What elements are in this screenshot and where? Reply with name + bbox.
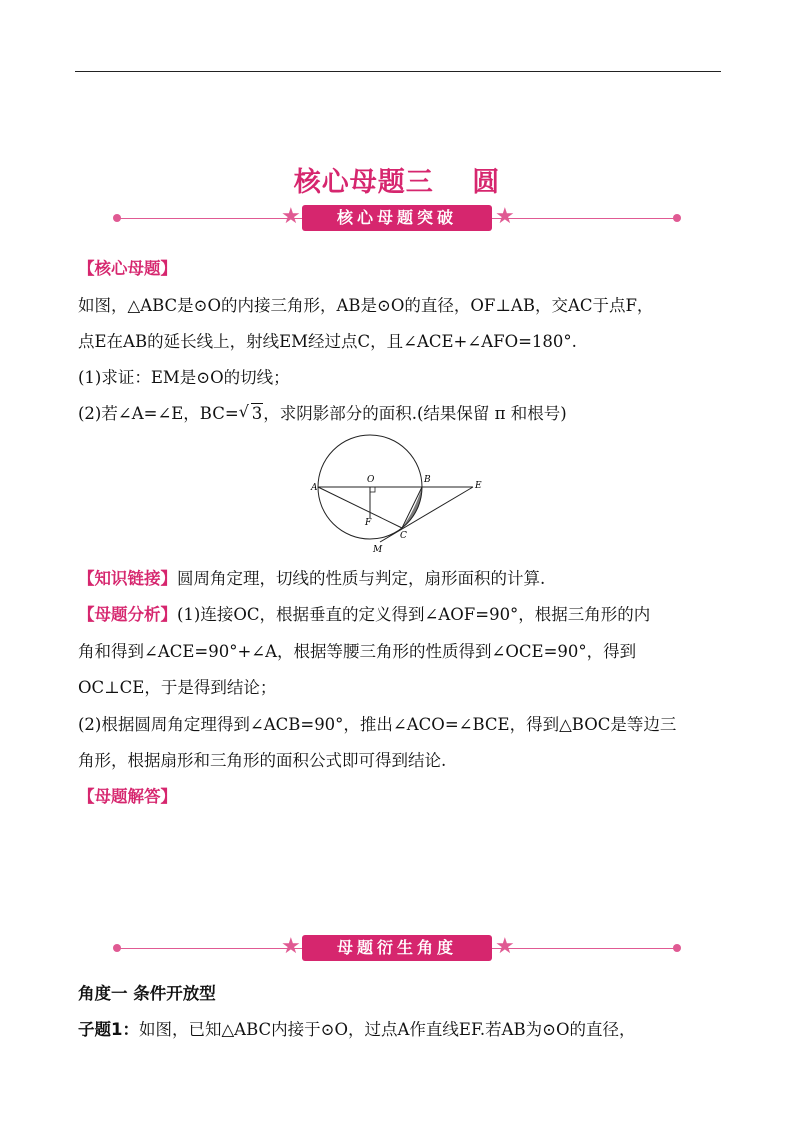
section-banner-derived: [115, 934, 679, 964]
analysis-line: OC⊥CE，于是得到结论；: [78, 678, 277, 697]
analysis-line: [78, 604, 728, 626]
right-angle-mark: [370, 487, 375, 492]
label-a: A: [311, 483, 318, 493]
geometry-figure: [305, 430, 495, 560]
radical-icon: √: [238, 402, 249, 421]
answer-tag: 【母题解答】: [78, 787, 177, 806]
problem-part-1: (1)求证：EM是⊙O的切线；: [78, 368, 290, 387]
banner-label: 核心母题突破: [302, 205, 492, 231]
page-title: 核心母题三 圆: [293, 167, 501, 198]
sqrt-expression: [239, 403, 264, 425]
segment-bc: [402, 487, 422, 528]
problem-part-2-pre: (2)若∠A=∠E，BC=: [78, 404, 239, 423]
header-rule: [75, 71, 721, 72]
ray-em: [380, 487, 473, 542]
section-banner-core: [115, 204, 679, 234]
banner-dot-right: [673, 944, 681, 952]
label-b: B: [424, 475, 431, 485]
angle-heading: 角度一 条件开放型: [78, 984, 216, 1003]
analysis-tag: 【母题分析】: [78, 605, 177, 624]
banner-dot-left: [113, 944, 121, 952]
subproblem-label: 子题1：: [78, 1020, 139, 1039]
problem-line: 点E在AB的延长线上，射线EM经过点C，且∠ACE+∠AFO=180°.: [78, 332, 577, 351]
core-problem-tag: 【核心母题】: [78, 259, 177, 278]
analysis-text: (1)连接OC，根据垂直的定义得到∠AOF=90°，根据三角形的内: [177, 605, 651, 624]
subproblem-line: [78, 1019, 728, 1041]
problem-part-2-post: ，求阴影部分的面积.(结果保留 π 和根号): [263, 404, 567, 423]
knowledge-tag: 【知识链接】: [78, 569, 177, 588]
segment-ac: [318, 487, 402, 528]
label-c: C: [400, 531, 407, 541]
star-icon: ★: [495, 934, 515, 959]
analysis-line: (2)根据圆周角定理得到∠ACB=90°，推出∠ACO=∠BCE，得到△BOC是等边三: [78, 715, 677, 734]
knowledge-link: [78, 568, 728, 590]
banner-dot-left: [113, 214, 121, 222]
problem-line: 如图，△ABC是⊙O的内接三角形，AB是⊙O的直径，OF⊥AB，交AC于点F，: [78, 296, 654, 315]
star-icon: ★: [281, 204, 301, 229]
label-e: E: [475, 481, 482, 491]
star-icon: ★: [281, 934, 301, 959]
knowledge-text: 圆周角定理，切线的性质与判定，扇形面积的计算.: [177, 569, 546, 588]
analysis-line: 角形，根据扇形和三角形的面积公式即可得到结论.: [78, 751, 447, 770]
problem-part-2: [78, 403, 728, 425]
radicand: 3: [251, 404, 263, 423]
subproblem-text: 如图，已知△ABC内接于⊙O，过点A作直线EF.若AB为⊙O的直径，: [138, 1020, 636, 1039]
label-f: F: [365, 518, 372, 528]
banner-dot-right: [673, 214, 681, 222]
label-m: M: [373, 545, 383, 555]
label-o: O: [367, 475, 375, 485]
analysis-line: 角和得到∠ACE=90°+∠A，根据等腰三角形的性质得到∠OCE=90°，得到: [78, 642, 637, 661]
banner-label: 母题衍生角度: [302, 935, 492, 961]
star-icon: ★: [495, 204, 515, 229]
